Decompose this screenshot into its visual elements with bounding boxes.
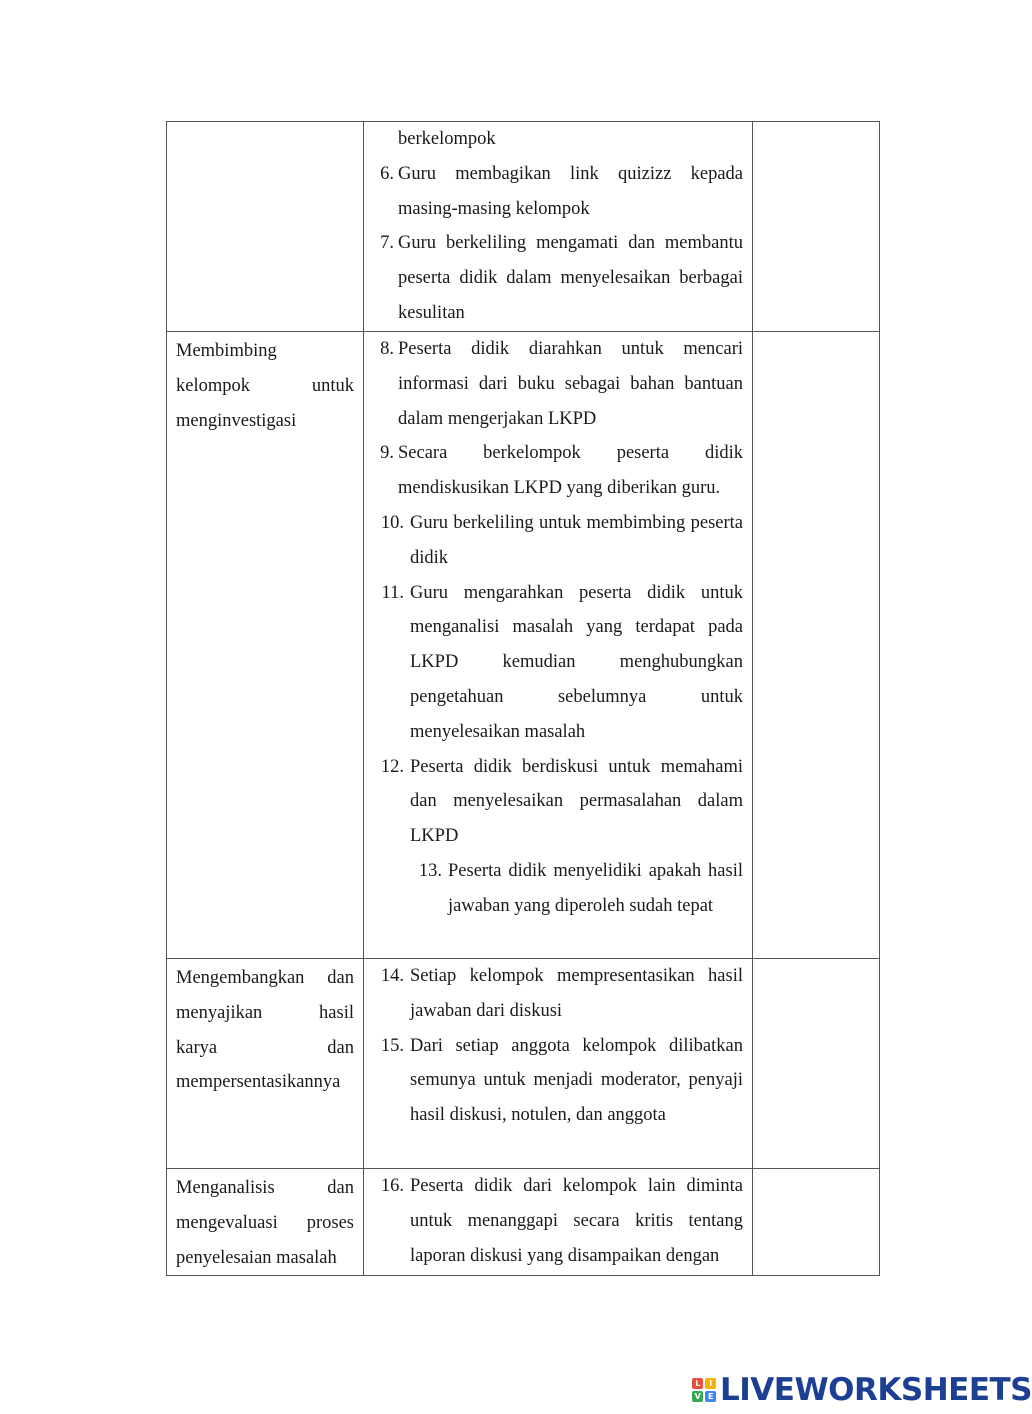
item-number: 16. [380, 1176, 404, 1196]
item-number: 14. [380, 966, 404, 986]
stage-cell [167, 1169, 364, 1276]
stage-label: penyelesaian masalah [176, 1247, 337, 1268]
liveworksheets-logo [692, 1372, 1032, 1408]
logo-text: LIVEWORKSHEETS [720, 1372, 1032, 1408]
list-item [368, 1169, 743, 1273]
stage-label: kelompok untuk [176, 375, 354, 396]
stage-label: Membimbing [176, 341, 277, 361]
item-number: 11. [381, 582, 404, 603]
activity-cell [364, 1169, 753, 1276]
stage-label: Menganalisis dan [176, 1178, 354, 1198]
stage-label: Mengembangkan dan [176, 968, 354, 988]
notes-cell [753, 332, 880, 959]
stage-label: menyajikan hasil [176, 1002, 354, 1023]
item-number: 10. [380, 512, 404, 533]
logo-mark-icon: L I V E [692, 1378, 716, 1402]
item-text: Guru membagikan link quizizz kepada masing-masing kelompok [398, 163, 743, 219]
item-text: Guru berkeliling untuk membimbing peserta didik [410, 512, 743, 568]
stage-label: mempersentasikannya [176, 1072, 341, 1093]
item-text: Guru berkeliling mengamati dan membantu peserta didik dalam menyelesaikan berbagai kesulitan [398, 233, 743, 323]
table-row [167, 122, 880, 332]
list-item [368, 506, 743, 576]
list-item [368, 122, 743, 157]
list-item [368, 226, 743, 330]
notes-cell [753, 1169, 880, 1276]
item-text: Dari setiap anggota kelompok dilibatkan semunya untuk menjadi moderator, penyaji hasil diskusi, notulen, dan anggota [410, 1035, 743, 1126]
lesson-activity-table [166, 121, 880, 1276]
item-text: Peserta didik dari kelompok lain diminta untuk menanggapi secara kritis tentang laporan diskusi yang disampaikan dengan [410, 1176, 743, 1266]
table-row [167, 332, 880, 959]
list-item [368, 1029, 743, 1133]
activity-cell [364, 332, 753, 959]
item-text: Peserta didik diarahkan untuk mencari informasi dari buku sebagai bahan bantuan dalam mengerjakan LKPD [398, 339, 743, 429]
activity-cell [364, 959, 753, 1169]
item-text: Guru mengarahkan peserta didik untuk menganalisi masalah yang terdapat pada LKPD kemudian menghubungkan pengetahuan sebelumnya untuk menyelesaikan masalah [410, 582, 743, 742]
stage-label: menginvestigasi [176, 410, 297, 431]
stage-cell [167, 332, 364, 959]
table-row [167, 959, 880, 1169]
item-number: 12. [380, 756, 404, 777]
item-number: 8. [380, 339, 394, 359]
list-item [368, 854, 743, 924]
stage-cell [167, 122, 364, 332]
item-text: berkelompok [398, 129, 496, 149]
list-item [368, 332, 743, 436]
item-text: Secara berkelompok peserta didik mendiskusikan LKPD yang diberikan guru. [398, 443, 743, 499]
list-item [368, 959, 743, 1029]
item-text: Peserta didik menyelidiki apakah hasil jawaban yang diperoleh sudah tepat [448, 860, 743, 916]
list-item [368, 576, 743, 750]
notes-cell [753, 959, 880, 1169]
item-number: 13. [418, 860, 442, 881]
list-item [368, 157, 743, 227]
activity-cell [364, 122, 753, 332]
item-text: Peserta didik berdiskusi untuk memahami dan menyelesaikan permasalahan dalam LKPD [410, 756, 743, 847]
stage-cell [167, 959, 364, 1169]
item-text: Setiap kelompok mempresentasikan hasil jawaban dari diskusi [410, 966, 743, 1021]
list-item [368, 436, 743, 506]
item-number: 15. [380, 1035, 404, 1056]
stage-label: mengevaluasi proses [176, 1212, 354, 1233]
list-item [368, 750, 743, 854]
item-number: 6. [380, 163, 394, 184]
notes-cell [753, 122, 880, 332]
item-number: 7. [380, 233, 394, 254]
item-number: 9. [380, 443, 394, 464]
table-row [167, 1169, 880, 1276]
stage-label: karya dan [176, 1037, 354, 1058]
